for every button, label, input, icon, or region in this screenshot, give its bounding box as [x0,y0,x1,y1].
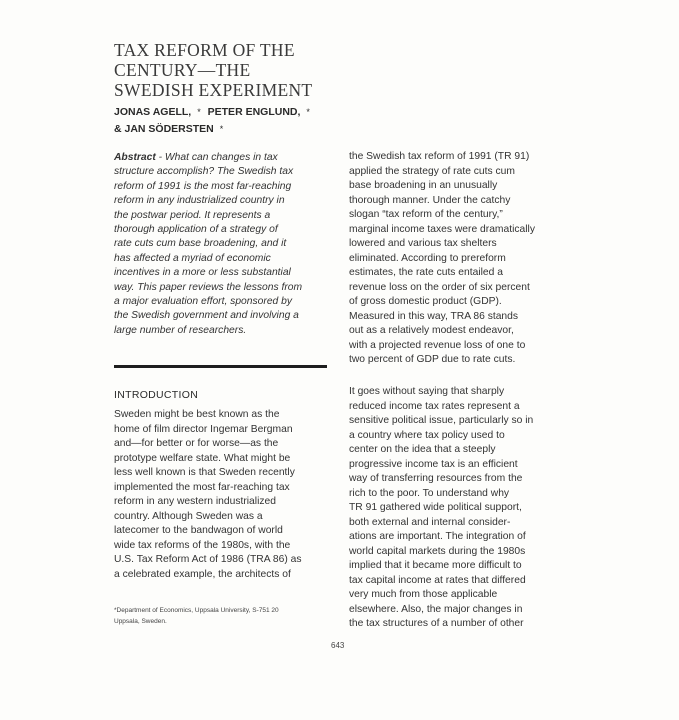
affiliation-marker: * [197,107,201,117]
left-column-body [114,408,334,582]
section-divider [114,365,327,368]
author-name: PETER ENGLUND, [207,106,301,118]
abstract [114,151,329,338]
body-line: very much from those applicable [349,589,498,600]
body-line: latecomer to the bandwagon of world [114,525,283,536]
author-name: JONAS AGELL, [114,106,192,118]
body-line: out as a relatively modest endeavor, [349,325,514,336]
abstract-line: has affected a myriad of economic [114,252,271,264]
body-line: wide tax reforms of the 1980s, with the [114,539,291,551]
footnote [114,605,334,627]
right-column-bottom [349,385,569,632]
abstract-line: structure accomplish? The Swedish tax [114,166,294,178]
abstract-label: Abstract [114,152,156,163]
footnote-line: Uppsala, Sweden. [114,618,167,625]
body-line: applied the strategy of rate cuts cum [349,165,515,177]
body-line: slogan “tax reform of the century,” [349,209,503,220]
body-line: home of film director Ingemar Bergman [114,423,293,435]
abstract-line: way. This paper reviews the lessons from [114,281,303,293]
title-line: CENTURY—THE [114,60,251,80]
body-line: thorough manner. Under the catchy [349,194,511,206]
body-line: base broadening in an unusually [349,180,498,191]
body-line: country. Although Sweden was a [114,510,263,522]
body-line: reform in any western industrialized [114,496,276,507]
body-line: both external and internal consider- [349,516,511,528]
body-line: the Swedish tax reform of 1991 (TR 91) [349,151,530,162]
body-line: the tax structures of a number of other [349,618,524,629]
abstract-line: thorough application of a strategy of [114,224,278,236]
body-line: with a projected revenue loss of one to [349,339,526,351]
body-line: lowered and various tax shelters [349,238,497,249]
body-line: implemented the most far-reaching tax [114,481,290,493]
title-line: SWEDISH EXPERIMENT [114,80,313,100]
body-line: center on the idea that a steeply [349,444,496,455]
right-column-top [349,150,569,368]
body-line: ations are important. The integration of [349,531,526,542]
body-line: rich to the poor. To understand why [349,487,510,499]
body-line: elsewhere. Also, the major changes in [349,603,523,615]
body-line: estimates, the rate cuts entailed a [349,267,503,278]
body-line: world capital markets during the 1980s [349,545,526,557]
body-line: TR 91 gathered wide political support, [349,502,522,513]
body-line: a country where tax policy used to [349,429,505,441]
body-line: marginal income taxes were dramatically [349,223,535,235]
abstract-line: large number of researchers. [114,324,247,336]
page-number: 643 [331,641,345,650]
body-line: prototype welfare state. What might be [114,452,291,464]
abstract-line: the Swedish government and involving a [114,310,299,322]
author-line [114,121,374,138]
abstract-line: rate cuts cum base broadening, and it [114,238,287,250]
body-line: a celebrated example, the architects of [114,568,291,580]
affiliation-marker: * [306,107,310,117]
body-line: revenue loss on the order of six percent [349,281,530,293]
abstract-line: a major evaluation effort, sponsored by [114,296,293,308]
paper-title [114,40,354,100]
body-line: progressive income tax is an efficient [349,458,518,470]
section-heading: INTRODUCTION [114,389,199,401]
body-line: reduced income tax rates represent a [349,400,520,412]
affiliation-marker: * [219,124,224,134]
body-line: way of transferring resources from the [349,473,523,484]
author-block [114,104,374,138]
body-line: Measured in this way, TRA 86 stands [349,310,519,322]
abstract-line: incentives in a more or less substantial [114,267,291,279]
body-line: less well known is that Sweden recently [114,467,295,478]
footnote-line: *Department of Economics, Uppsala University, S-751 20 [114,607,279,614]
abstract-line: Abstract - What can changes in tax [114,152,278,163]
body-line: tax capital income at rates that differed [349,574,526,586]
abstract-line: the postwar period. It represents a [114,209,271,221]
body-line: U.S. Tax Reform Act of 1986 (TRA 86) as [114,554,302,565]
body-line: sensitive political issue, particularly so in [349,415,534,426]
body-line: eliminated. According to prereform [349,252,506,264]
body-line: implied that it became more difficult to [349,560,522,571]
title-line: TAX REFORM OF THE [114,40,295,60]
body-line: It goes without saying that sharply [349,386,505,397]
abstract-line: reform of 1991 is the most far-reaching [114,180,292,192]
body-line: two percent of GDP due to rate cuts. [349,354,516,365]
abstract-line: reform in any industrialized country in [114,195,285,207]
body-line: of gross domestic product (GDP). [349,296,502,307]
body-line: Sweden might be best known as the [114,409,280,420]
author-line [114,104,374,121]
author-name: & JAN SÖDERSTEN [114,123,214,135]
body-line: and—for better or for worse—as the [114,438,279,449]
